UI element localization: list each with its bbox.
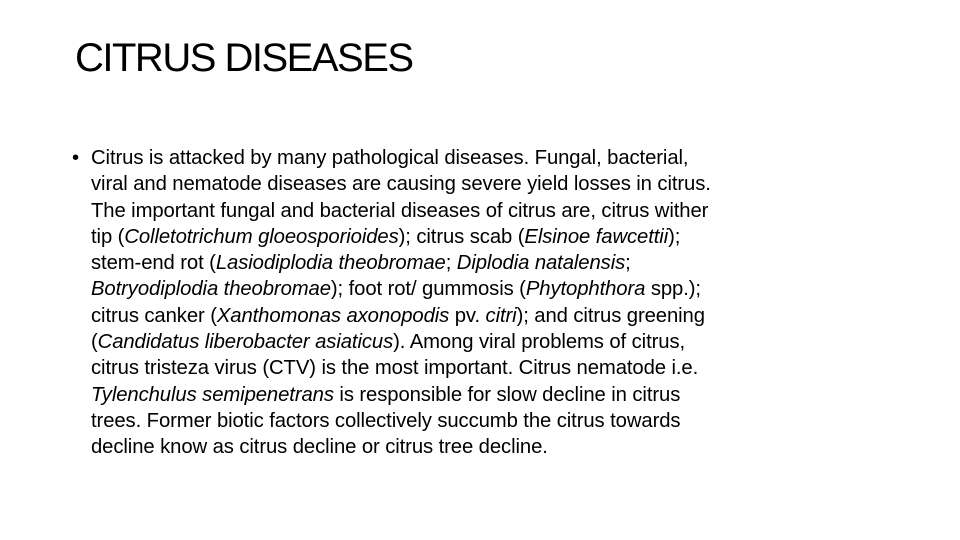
italic-term: Xanthomonas axonopodis bbox=[216, 304, 450, 327]
text-segment: Citrus is attacked by many pathological diseases. Fungal, bacterial, bbox=[91, 147, 689, 169]
text-segment: The important fungal and bacterial diseases of citrus are, citrus wither bbox=[91, 199, 709, 222]
text-line bbox=[91, 408, 912, 434]
bullet-marker: • bbox=[72, 147, 80, 169]
text-line bbox=[91, 250, 912, 276]
bullet-text bbox=[91, 145, 912, 461]
text-line bbox=[91, 276, 912, 302]
text-segment: ( bbox=[91, 331, 98, 354]
text-line bbox=[91, 382, 912, 408]
italic-term: Phytophthora bbox=[525, 278, 646, 301]
italic-term: Botryodiplodia theobromae bbox=[91, 278, 331, 301]
text-segment: trees. Former biotic factors collectively succumb the citrus towards bbox=[91, 409, 681, 432]
text-segment: ); bbox=[668, 225, 681, 248]
italic-term: Colletotrichum gloeosporioides bbox=[124, 225, 399, 248]
text-segment: ); foot rot/ gummosis ( bbox=[330, 278, 526, 301]
italic-term: citri bbox=[485, 304, 517, 327]
text-segment: ). Among viral problems of citrus, bbox=[393, 331, 686, 354]
text-segment: ); citrus scab ( bbox=[398, 225, 525, 248]
text-line bbox=[91, 198, 912, 224]
slide-title: CITRUS DISEASES bbox=[75, 36, 413, 80]
bullet-list bbox=[72, 145, 912, 461]
text-segment: is responsible for slow decline in citrus bbox=[333, 383, 681, 406]
text-segment: tip ( bbox=[91, 225, 125, 248]
text-line bbox=[91, 145, 912, 171]
italic-term: Tylenchulus semipenetrans bbox=[91, 383, 334, 406]
text-line bbox=[91, 303, 912, 329]
text-segment: spp.); bbox=[645, 278, 701, 301]
text-segment: ); and citrus greening bbox=[516, 304, 705, 327]
text-line bbox=[91, 355, 912, 381]
text-line bbox=[91, 434, 912, 460]
text-segment: pv. bbox=[449, 304, 486, 327]
italic-term: Lasiodiplodia theobromae bbox=[215, 252, 446, 275]
text-line bbox=[91, 224, 912, 250]
italic-term: Candidatus liberobacter asiaticus bbox=[97, 331, 394, 354]
text-line bbox=[91, 329, 912, 355]
italic-term: Diplodia natalensis bbox=[456, 252, 626, 275]
text-segment: ; bbox=[445, 252, 457, 275]
text-segment: viral and nematode diseases are causing severe yield losses in citrus. bbox=[91, 173, 711, 196]
text-segment: decline know as citrus decline or citrus tree decline. bbox=[91, 436, 548, 459]
text-line bbox=[91, 171, 912, 197]
text-segment: citrus canker ( bbox=[91, 304, 217, 327]
bullet-item bbox=[72, 145, 912, 461]
text-segment: ; bbox=[625, 252, 631, 275]
text-segment: stem-end rot ( bbox=[91, 252, 216, 275]
italic-term: Elsinoe fawcettii bbox=[524, 225, 669, 248]
text-segment: citrus tristeza virus (CTV) is the most important. Citrus nematode i.e. bbox=[91, 357, 699, 380]
